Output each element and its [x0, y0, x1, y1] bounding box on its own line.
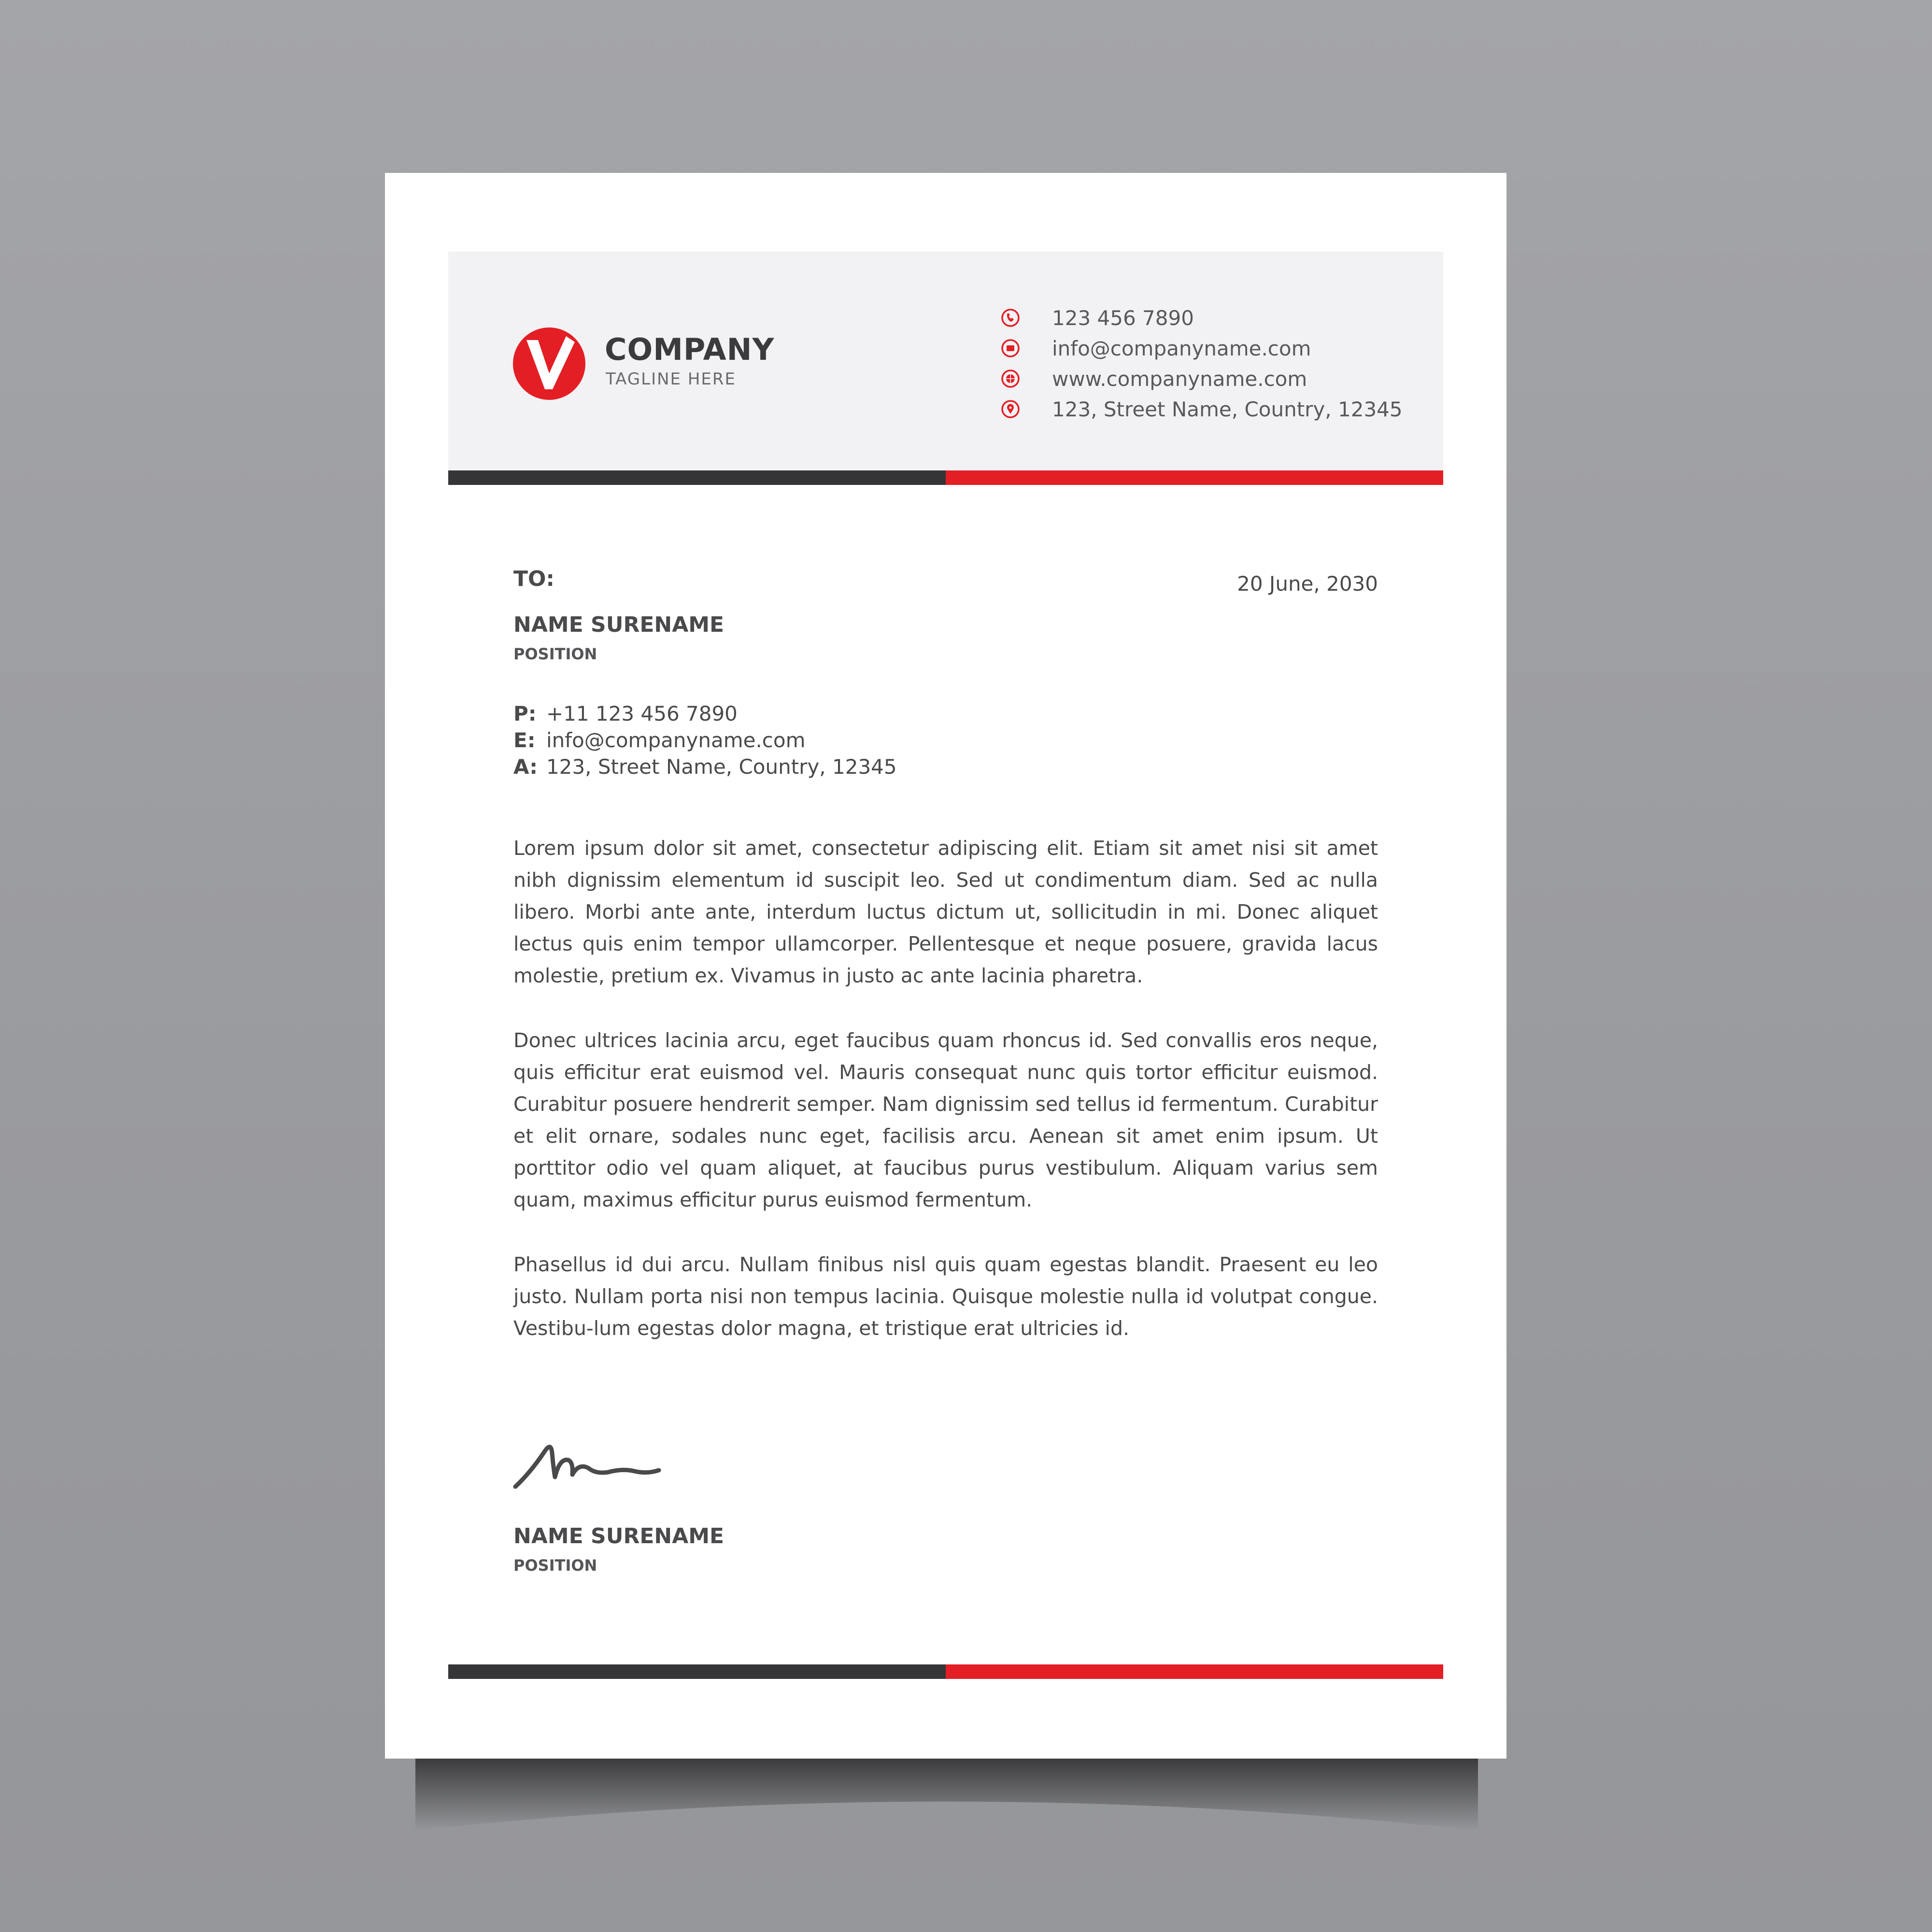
- detail-email: [513, 728, 806, 752]
- contact-email: [1001, 334, 1311, 363]
- contact-address: [1001, 395, 1403, 424]
- body-paragraph: Donec ultrices lacinia arcu, eget faucibus quam rhoncus id. Sed convallis eros neque, quis efficitur erat euismod vel. Mauris consequat nunc quis tortor efficitur euismod. Curabitur posuere hendrerit semper. Nam dignissim sed tellus id fermentum. Curabitur et elit ornare, sodales nunc eget, facilisis arcu. Aenean sit amet enim ipsum. Ut porttitor odio vel quam aliquet, at faucibus purus vestibulum. Aliquam varius sem quam, maximus efficitur purus euismod fermentum.: [513, 1029, 1378, 1211]
- divider-dark-segment: [448, 470, 946, 485]
- company-tagline: TAGLINE HERE: [606, 369, 736, 389]
- contact-address-text: 123, Street Name, Country, 12345: [1052, 397, 1403, 421]
- recipient-position: POSITION: [513, 645, 597, 663]
- signature-image: [511, 1438, 661, 1492]
- footer-dark-segment: [448, 1664, 946, 1679]
- web-icon: [1001, 369, 1020, 388]
- signer-position: POSITION: [513, 1556, 597, 1575]
- letterhead-sheet: [385, 173, 1506, 1759]
- body-paragraph: Phasellus id dui arcu. Nullam finibus nisl quis quam egestas blandit. Praesent eu leo justo. Nullam porta nisi non tempus lacinia. Quisque molestie nulla id volutpat congue. Vestibu-lum egestas dolor magna, et tristique erat ultricies id.: [513, 1253, 1378, 1340]
- detail-phone-value: +11 123 456 7890: [546, 702, 738, 725]
- company-name: COMPANY: [605, 332, 775, 367]
- detail-address-value: 123, Street Name, Country, 12345: [546, 755, 897, 779]
- contact-email-text: info@companyname.com: [1052, 336, 1311, 360]
- footer-red-segment: [946, 1664, 1443, 1679]
- location-pin-icon: [1001, 399, 1020, 419]
- detail-email-value: info@companyname.com: [546, 728, 806, 752]
- detail-address: [513, 755, 897, 779]
- contact-phone-text: 123 456 7890: [1052, 306, 1194, 330]
- contact-web: [1001, 364, 1307, 393]
- phone-icon: [1001, 308, 1020, 327]
- to-label: TO:: [513, 567, 555, 591]
- v-circle-logo-icon: [513, 327, 585, 400]
- body-paragraph: Lorem ipsum dolor sit amet, consectetur adipiscing elit. Etiam sit amet nisi sit amet nibh dignissim elementum id suscipit leo. Sed ut condimentum diam. Sed ac nulla libero. Morbi ante ante, interdum luctus dictum ut, sollicitudin in mi. Donec aliquet lectus quis enim tempor ullamcorper. Pellentesque et neque posuere, gravida lacus molestie, pretium ex. Vivamus in justo ac ante lacinia pharetra.: [513, 837, 1378, 987]
- email-icon: [1001, 339, 1020, 358]
- contact-phone: [1001, 303, 1194, 332]
- letter-date: 20 June, 2030: [1237, 572, 1378, 596]
- detail-phone-key: P:: [513, 702, 537, 725]
- detail-email-key: E:: [513, 728, 536, 752]
- footer-divider-bar: [448, 1664, 1443, 1679]
- contact-web-text: www.companyname.com: [1052, 367, 1307, 391]
- detail-address-key: A:: [513, 755, 538, 779]
- header-divider-bar: [448, 470, 1443, 485]
- detail-phone: [513, 702, 738, 725]
- signer-name: NAME SURENAME: [513, 1524, 724, 1548]
- page-shadow: [415, 1758, 1478, 1835]
- recipient-name: NAME SURENAME: [513, 612, 724, 637]
- divider-red-segment: [946, 470, 1443, 485]
